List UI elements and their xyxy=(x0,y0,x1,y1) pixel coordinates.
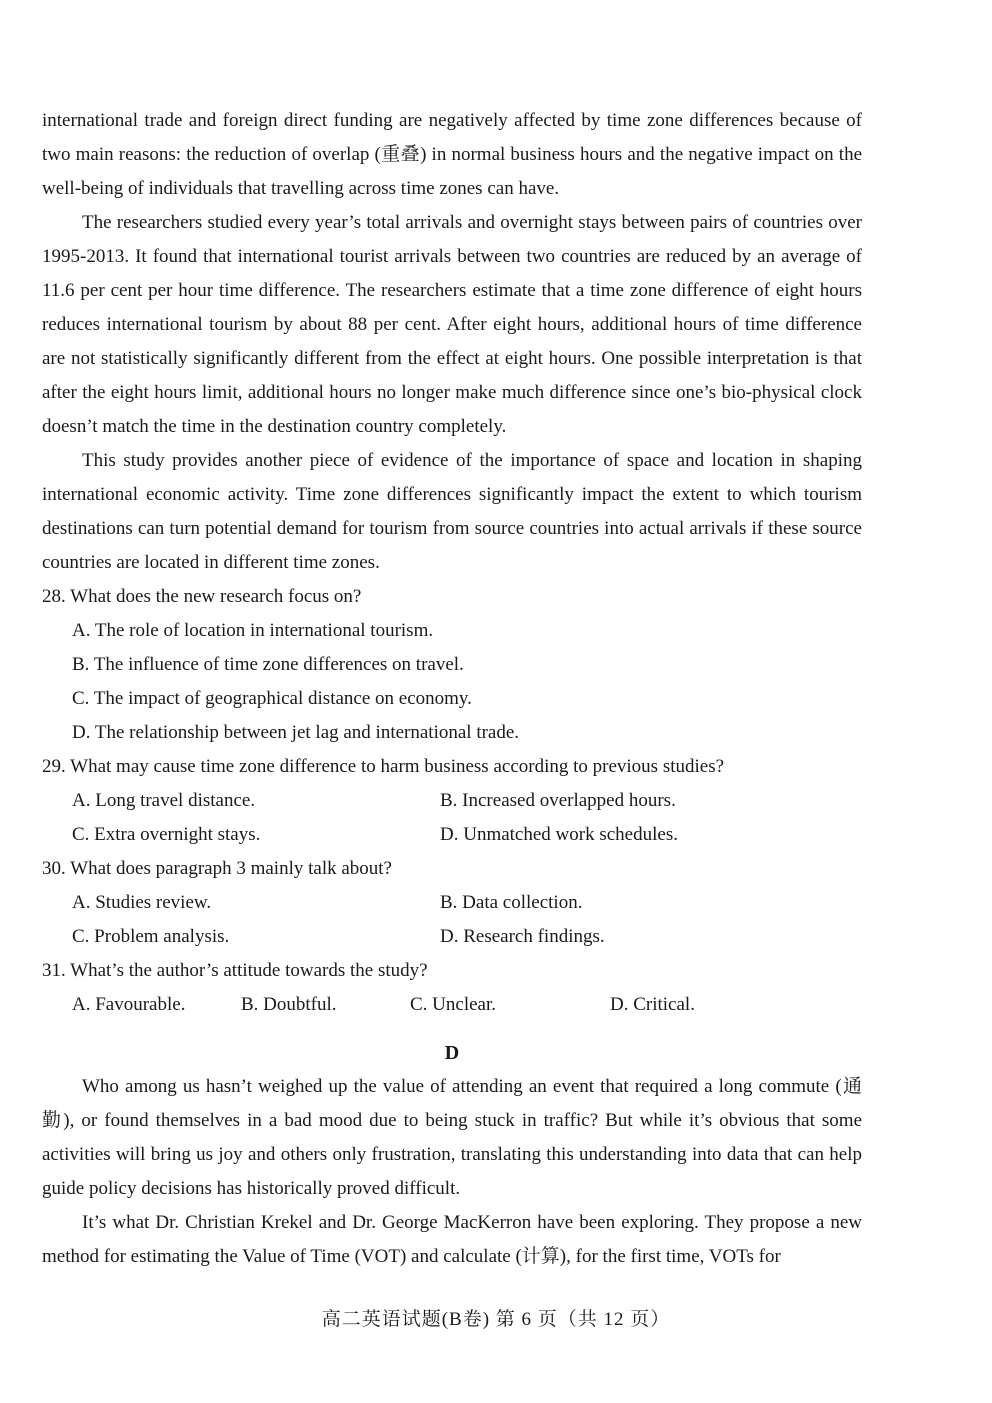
passage-c-paragraph-continued: international trade and foreign direct funding are negatively affected by time zone differences because of two main reasons: the reduction of overlap (重叠) in normal business hours and the negative impact on the well-being of individuals that travelling across time zones can have. xyxy=(42,110,862,199)
option-row xyxy=(72,784,862,818)
option-a: A. Long travel distance. xyxy=(72,790,256,811)
option-row xyxy=(72,988,862,1022)
option-b: B. Increased overlapped hours. xyxy=(440,790,676,811)
question-stem: 29. What may cause time zone difference to harm business according to previous studies? xyxy=(42,756,725,777)
section-heading-d: D xyxy=(444,1042,460,1064)
option-c: C. Unclear. xyxy=(410,994,497,1015)
option-c: C. Extra overnight stays. xyxy=(72,824,261,845)
page-content xyxy=(42,104,862,1274)
option-b: B. The influence of time zone differences on travel. xyxy=(72,654,464,675)
option-d: D. Research findings. xyxy=(440,926,605,947)
question-31 xyxy=(42,954,862,1022)
question-stem: 31. What’s the author’s attitude towards the study? xyxy=(42,960,428,981)
passage-d-paragraph-2: It’s what Dr. Christian Krekel and Dr. George MacKerron have been exploring. They propose a new method for estimating the Value of Time (VOT) and calculate (计算), for the first time, VOTs for xyxy=(42,1212,862,1267)
option-a: A. The role of location in international tourism. xyxy=(72,620,434,641)
question-28 xyxy=(42,580,862,750)
question-stem: 30. What does paragraph 3 mainly talk about? xyxy=(42,858,392,879)
question-30 xyxy=(42,852,862,954)
option-d: D. Critical. xyxy=(610,994,695,1015)
option-d: D. Unmatched work schedules. xyxy=(440,824,678,845)
option-row xyxy=(72,920,862,954)
option-row xyxy=(72,818,862,852)
option-c: C. Problem analysis. xyxy=(72,926,230,947)
option-b: B. Data collection. xyxy=(440,892,583,913)
question-29 xyxy=(42,750,862,852)
option-b: B. Doubtful. xyxy=(241,994,337,1015)
option-a: A. Favourable. xyxy=(72,994,186,1015)
passage-d-paragraph-1: Who among us hasn’t weighed up the value of attending an event that required a long commute (通勤), or found themselves in a bad mood due to being stuck in traffic? But while it’s obvious that some activities will bring us joy and others only frustration, translating this understanding into data that can help guide policy decisions has historically proved difficult. xyxy=(42,1076,862,1199)
option-d: D. The relationship between jet lag and international trade. xyxy=(72,722,520,743)
passage-c-paragraph-3: This study provides another piece of evidence of the importance of space and location in shaping international economic activity. Time zone differences significantly impact the extent to which tourism destinations can turn potential demand for tourism from source countries into actual arrivals if these source countries are located in different time zones. xyxy=(42,450,862,573)
page-footer: 高二英语试题(B卷) 第 6 页（共 12 页） xyxy=(321,1309,671,1330)
passage-c-paragraph-2: The researchers studied every year’s total arrivals and overnight stays between pairs of countries over 1995-2013. It found that international tourist arrivals between two countries are reduced by an average of 11.6 per cent per hour time difference. The researchers estimate that a time zone difference of eight hours reduces international tourism by about 88 per cent. After eight hours, additional hours of time difference are not statistically significantly different from the effect at eight hours. One possible interpretation is that after the eight hours limit, additional hours no longer make much difference since one’s bio-physical clock doesn’t match the time in the destination country completely. xyxy=(42,212,862,437)
question-stem: 28. What does the new research focus on? xyxy=(42,586,362,607)
option-c: C. The impact of geographical distance on economy. xyxy=(72,688,472,709)
option-row xyxy=(72,886,862,920)
option-a: A. Studies review. xyxy=(72,892,212,913)
